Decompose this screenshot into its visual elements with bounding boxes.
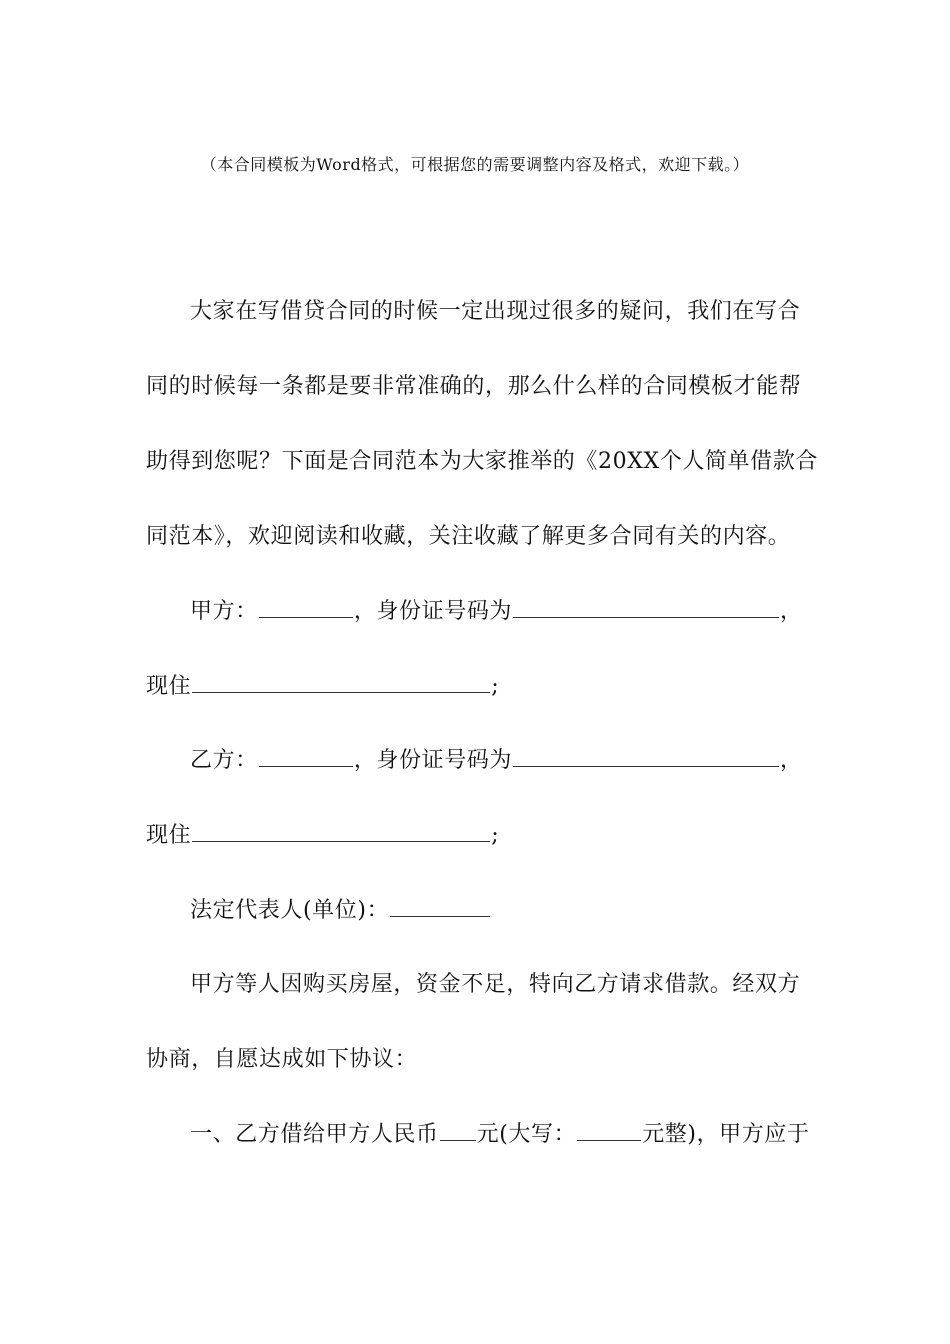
party-b-address-label: 现住 [146, 823, 192, 848]
party-a-name-blank[interactable] [259, 597, 353, 618]
purpose-line-2: 协商，自愿达成如下协议： [146, 1047, 418, 1072]
legal-rep-blank[interactable] [390, 896, 490, 917]
clause-1-amount-words-blank[interactable] [577, 1120, 641, 1141]
intro-line-3: 助得到您呢？下面是合同范本为大家推举的《20XX个人简单借款合 [146, 449, 818, 474]
party-a-tail: ， [780, 599, 803, 624]
party-a-label: 甲方： [190, 599, 258, 624]
party-a-address-label: 现住 [146, 674, 192, 699]
intro-line-2: 同的时候每一条都是要非常准确的，那么什么样的合同模板才能帮 [146, 374, 802, 399]
party-b-label: 乙方： [190, 748, 258, 773]
clause-1-part-2: 元(大写： [476, 1122, 577, 1147]
party-b-address-line [146, 821, 499, 851]
intro-line-4: 同范本》，欢迎阅读和收藏，关注收藏了解更多合同有关的内容。 [146, 524, 791, 549]
clause-1-part-3: 元整)，甲方应于 [642, 1122, 810, 1147]
purpose-line-1: 甲方等人因购买房屋，资金不足，特向乙方请求借款。经双方 [190, 972, 801, 997]
legal-rep-line [190, 896, 491, 926]
party-a-address-line [146, 672, 499, 702]
party-b-line [190, 746, 803, 776]
party-b-name-blank[interactable] [259, 746, 353, 767]
party-b-address-blank[interactable] [192, 821, 490, 842]
party-b-id-label: ，身份证号码为 [353, 748, 513, 773]
party-b-tail: ， [780, 748, 803, 773]
party-b-id-blank[interactable] [513, 746, 779, 767]
clause-1-amount-blank[interactable] [440, 1120, 476, 1141]
party-a-line [190, 597, 803, 627]
clause-1-line [190, 1120, 810, 1150]
party-a-id-blank[interactable] [513, 597, 779, 618]
party-a-address-tail: ; [491, 674, 500, 699]
intro-line-1: 大家在写借贷合同的时候一定出现过很多的疑问，我们在写合 [190, 299, 801, 324]
party-a-id-label: ，身份证号码为 [353, 599, 513, 624]
clause-1-part-1: 一、乙方借给甲方人民币 [190, 1122, 439, 1147]
party-a-address-blank[interactable] [192, 672, 490, 693]
legal-rep-label: 法定代表人(单位)： [190, 898, 390, 923]
template-note: （本合同模板为Word格式，可根据您的需要调整内容及格式，欢迎下载。） [200, 155, 750, 174]
party-b-address-tail: ; [491, 823, 500, 848]
